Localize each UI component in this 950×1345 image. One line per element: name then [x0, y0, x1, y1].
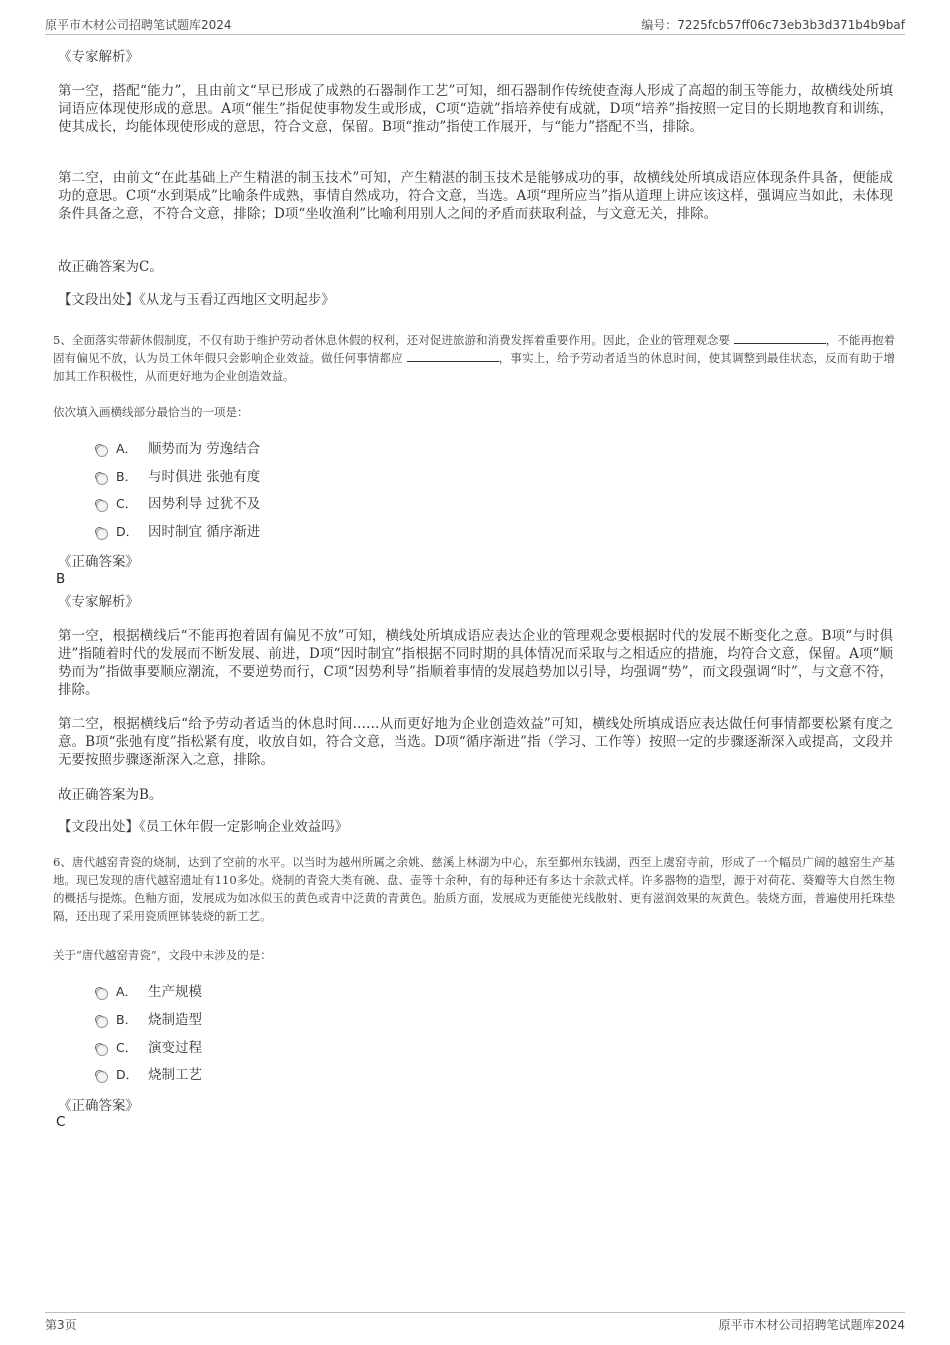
radio-icon[interactable] — [96, 445, 108, 457]
radio-icon[interactable] — [96, 988, 108, 1000]
question-stem: 6、唐代越窑青瓷的烧制，达到了空前的水平。以当时为越州所属之余姚、慈溪上林湖为中心，东至鄞州东钱湖，西至上虞窑寺前，形成了一个幅员广阔的越窑生产基地。现已发现的唐代越窑遗址有110多处。烧制的青瓷大类有碗、盘、壶等十余种，有的每种还有多达十余款式样。许多器物的造型，源于对荷花、葵瓣等大自然生物的概括与提炼。色釉方面，发展成为如冰似玉的黄色或青中泛黄的青黄色。胎质方面，发展成为更能使光线散射、更有滋润效果的灰黄色。装烧方面，普遍使用托珠垫隔，还出现了采用瓷质匣钵装烧的新工艺。 — [53, 855, 895, 923]
conclusion: 故正确答案为C。 — [58, 259, 163, 275]
question-prompt: 关于“唐代越窑青瓷”，文段中未涉及的是： — [53, 948, 272, 962]
analysis-paragraph: 第二空，由前文“在此基础上产生精湛的制玉技术”可知，产生精湛的制玉技术是能够成功的事，故横线处所填成语应体现条件具备，便能成功的意思。C项“水到渠成”比喻条件成熟，事情自然成功，符合文意，当选。A项“理所应当”指从道理上讲应该这样，强调应当如此，未体现条件具备之意，不符合文意，排除；D项“坐收渔利”比喻利用别人之间的矛盾而获取利益，与文意无关，排除。 — [58, 170, 893, 222]
page-header — [45, 14, 905, 35]
analysis-paragraph: 第一空，搭配“能力”，且由前文“早已形成了成熟的石器制作工艺”可知，细石器制作传统使查海人形成了高超的制玉等能力，故横线处所填词语应体现使形成的意思。A项“催生”指促使事物发生或形成，C项“造就”指培养使有成就，D项“培养”指按照一定目的长期地教育和训练，使其成长，均能体现使形成的意思，符合文意，保留。B项“推动”指使工作展开，与“能力”搭配不当，排除。 — [58, 83, 893, 135]
page-footer — [45, 1312, 905, 1333]
source-citation: 【文段出处】《员工休年假一定影响企业效益吗》 — [58, 819, 349, 835]
radio-icon[interactable] — [96, 1016, 108, 1028]
radio-icon[interactable] — [96, 500, 108, 512]
radio-icon[interactable] — [96, 1071, 108, 1083]
answer-label: 《正确答案》 — [58, 1098, 139, 1114]
expert-analysis-label: 《专家解析》 — [58, 49, 139, 65]
header-title: 原平市木材公司招聘笔试题库2024 — [45, 18, 232, 32]
footer-title: 原平市木材公司招聘笔试题库2024 — [718, 1318, 905, 1332]
correct-answer: B — [56, 571, 66, 587]
header-doc-id: 编号：7225fcb57ff06c73eb3b3d371b4b9baf — [641, 18, 905, 32]
analysis-paragraph: 第二空，根据横线后“给予劳动者适当的休息时间……从而更好地为企业创造效益”可知，横线处所填成语应表达做任何事情都要松紧有度之意。B项“张弛有度”指松紧有度，收放自如，符合文意，当选。D项“循序渐进”指（学习、工作等）按照一定的步骤逐渐深入或提高，文段并无要按照步骤逐渐深入之意，排除。 — [58, 716, 893, 768]
analysis-paragraph: 第一空，根据横线后“不能再抱着固有偏见不放”可知，横线处所填成语应表达企业的管理观念要根据时代的发展不断变化之意。B项“与时俱进”指随着时代的发展而不断发展、前进，D项“因时制宜”指根据不同时期的具体情况而采取与之相适应的措施，均符合文意，保留。A项“顺势而为”指做事要顺应潮流，不要逆势而行，C项“因势利导”指顺着事情的发展趋势加以引导，均强调“势”，而文段强调“时”，与文意不符，排除。 — [58, 628, 893, 698]
page-number: 第3页 — [45, 1318, 77, 1332]
radio-icon[interactable] — [96, 528, 108, 540]
radio-icon[interactable] — [96, 473, 108, 485]
question-stem: 5、全面落实带薪休假制度，不仅有助于维护劳动者休息休假的权利，还对促进旅游和消费发挥着重要作用。因此，企业的管理观念要 ，不能再抱着固有偏见不放，认为员工休年假只会影响企业效益。做任何事情都应 ，事实上，给予劳动者适当的休息时间，使其调整到最佳状态，反而有助于增加其工作积极性，从而更好地为企业创造效益。 — [53, 333, 896, 383]
question-prompt: 依次填入画横线部分最恰当的一项是： — [53, 405, 249, 419]
fill-blank — [407, 349, 499, 362]
radio-icon[interactable] — [96, 1044, 108, 1056]
answer-label: 《正确答案》 — [58, 554, 139, 570]
correct-answer: C — [56, 1114, 66, 1130]
expert-analysis-label: 《专家解析》 — [58, 594, 139, 610]
source-citation: 【文段出处】《从龙与玉看辽西地区文明起步》 — [58, 292, 335, 308]
fill-blank — [734, 331, 826, 344]
conclusion: 故正确答案为B。 — [58, 787, 163, 803]
